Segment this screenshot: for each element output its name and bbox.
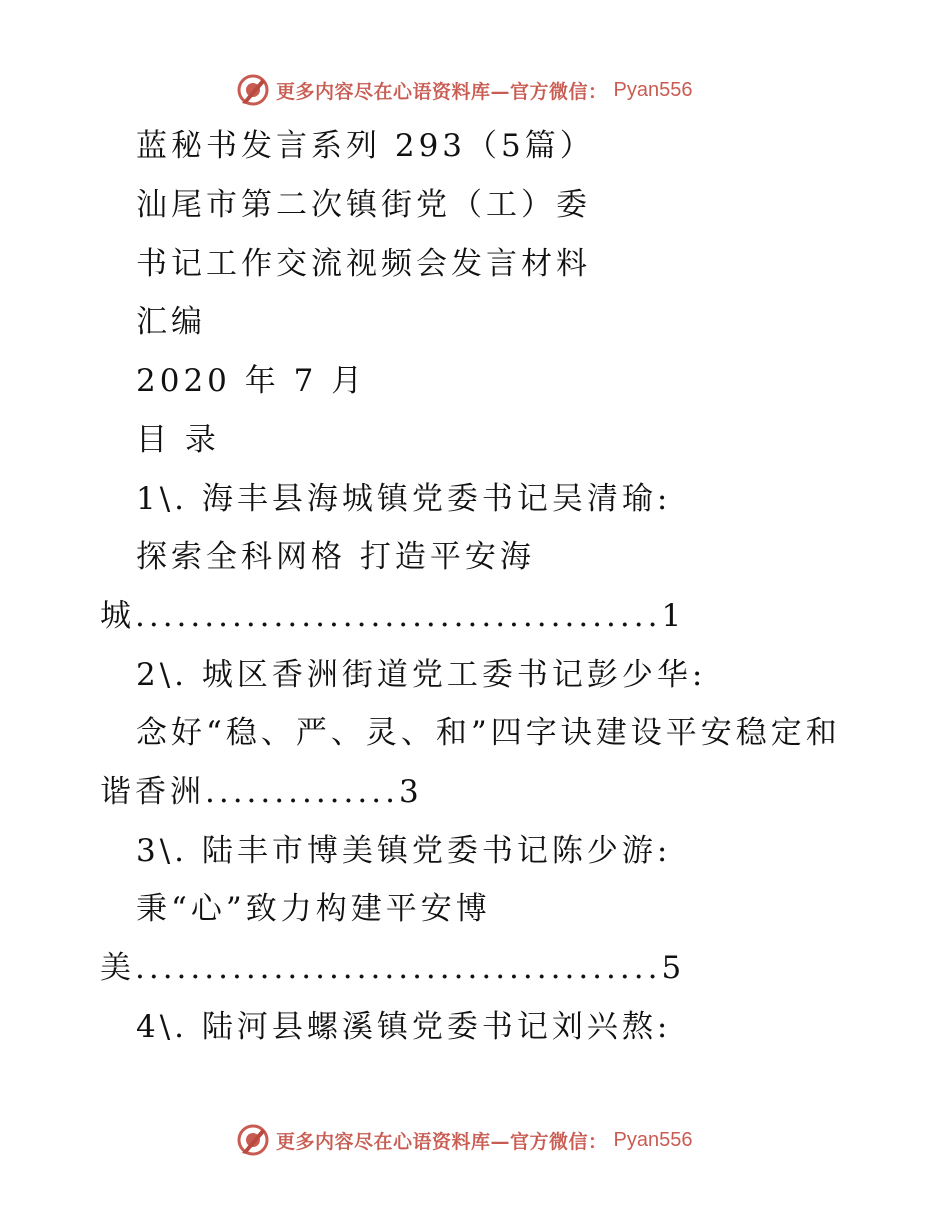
watermark-text: 更多内容尽在心语资料库—官方微信： <box>276 80 608 103</box>
doc-date: 2020 年 7 月 <box>136 363 367 399</box>
watermark-text: 更多内容尽在心语资料库—官方微信： <box>276 1130 608 1153</box>
toc-entry-1-title: 探索全科网格 打造平安海 <box>136 539 535 575</box>
toc-entry-3-leader: 美......................................5 <box>100 950 686 986</box>
watermark-wechat-id: Pyan556 <box>613 78 693 101</box>
toc-entry-1-author: 1\. 海丰县海城镇党委书记吴清瑜: <box>136 481 672 517</box>
toc-entry-1-leader: 城......................................1 <box>100 598 686 634</box>
toc-entry-2-author: 2\. 城区香洲街道党工委书记彭少华: <box>136 657 707 693</box>
quill-logo-icon <box>236 73 270 107</box>
doc-title-line-2: 汕尾市第二次镇街党（工）委 <box>136 187 591 223</box>
doc-title-line-4: 汇编 <box>136 304 206 340</box>
doc-title-line-3: 书记工作交流视频会发言材料 <box>136 246 591 282</box>
toc-entry-2-leader: 谐香洲..............3 <box>100 774 423 810</box>
quill-logo-icon <box>236 1123 270 1157</box>
toc-entry-2-title: 念好“稳、严、灵、和”四字诀建设平安稳定和 <box>136 715 841 751</box>
watermark-footer <box>236 1122 692 1158</box>
toc-entry-4-author: 4\. 陆河县螺溪镇党委书记刘兴熬: <box>136 1009 672 1045</box>
watermark-wechat-id: Pyan556 <box>613 1128 693 1151</box>
toc-entry-3-title: 秉“心”致力构建平安博 <box>136 891 491 927</box>
watermark-header <box>236 72 692 108</box>
toc-entry-3-author: 3\. 陆丰市博美镇党委书记陈少游: <box>136 833 672 869</box>
doc-title-line-1: 蓝秘书发言系列 293（5篇） <box>136 128 595 164</box>
toc-heading: 目 录 <box>136 422 220 458</box>
